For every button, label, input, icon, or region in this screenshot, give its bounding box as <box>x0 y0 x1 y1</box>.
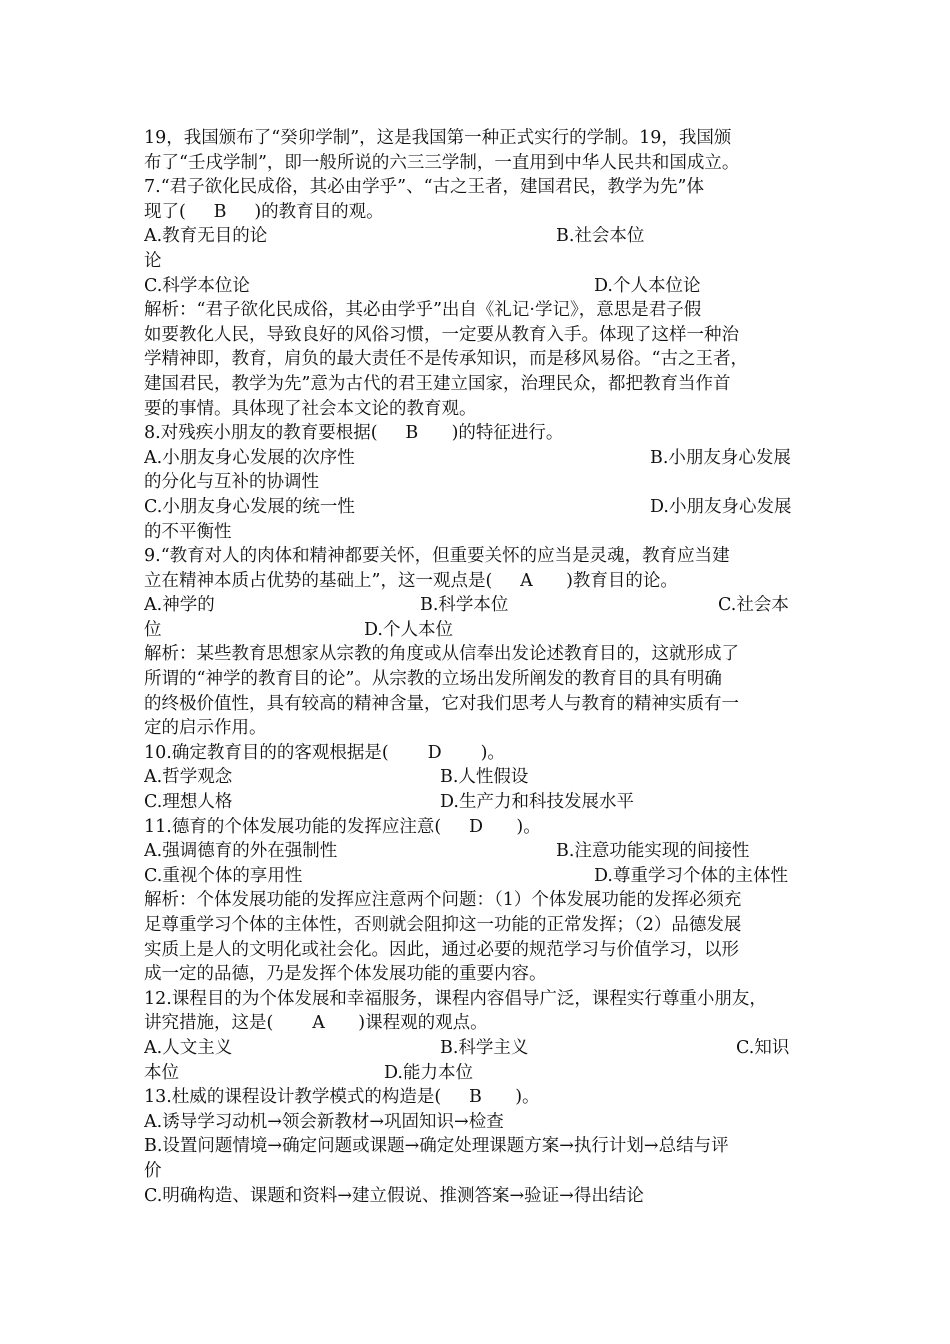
question-7-options-row <box>144 274 824 299</box>
option-c-cont: 本位 <box>144 1062 179 1083</box>
question-9-stem: 9.“教育对人的肉体和精神都要关怀，但重要关怀的应当是灵魂，教育应当建 <box>144 546 730 567</box>
question-10-stem: 10.确定教育目的的客观根据是( D )。 <box>144 742 505 763</box>
analysis-line: 解析：“君子欲化民成俗，其必由学乎”出自《礼记·学记》，意思是君子假 <box>144 300 702 321</box>
option-d: D.能力本位 <box>384 1062 473 1083</box>
text-line: 布了“壬戌学制”，即一般所说的六三三学制，一直用到中华人民共和国成立。 <box>144 152 740 173</box>
question-9-options-row <box>144 593 824 618</box>
question-8-options-row <box>144 495 824 520</box>
question-11-options-row <box>144 839 824 864</box>
question-12-options-row <box>144 1061 824 1086</box>
analysis-line: 所谓的“神学的教育目的论”。从宗教的立场出发所阐发的教育目的具有明确 <box>144 669 722 690</box>
text-line: 论 <box>144 250 162 271</box>
option-a: A.神学的 <box>144 595 215 616</box>
option-a: A.人文主义 <box>144 1037 233 1058</box>
question-12-stem: 12.课程目的为个体发展和幸福服务，课程内容倡导广泛，课程实行尊重小朋友， <box>144 988 767 1009</box>
option-a: A.强调德育的外在强制性 <box>144 841 338 862</box>
option-b: B.注意功能实现的间接性 <box>556 841 750 862</box>
option-d: D.生产力和科技发展水平 <box>440 792 634 813</box>
option-b: B.人性假设 <box>440 767 529 788</box>
option-c: C.理想人格 <box>144 792 233 813</box>
option-c-cont: 位 <box>144 619 162 640</box>
option-c: C.明确构造、课题和资料→建立假说、推测答案→验证→得出结论 <box>144 1185 644 1206</box>
option-c: C.社会本 <box>718 595 789 616</box>
option-b: B.社会本位 <box>556 226 645 247</box>
question-7-stem: 现了( B )的教育目的观。 <box>144 201 384 222</box>
option-a: A.哲学观念 <box>144 767 233 788</box>
document-page <box>144 126 824 1208</box>
question-8-options-row <box>144 446 824 471</box>
option-a: A.小朋友身心发展的次序性 <box>144 447 355 468</box>
question-12-options-row <box>144 1036 824 1061</box>
option-c: C.知识 <box>736 1037 790 1058</box>
text-line: 的分化与互补的协调性 <box>144 472 319 493</box>
analysis-line: 解析：某些教育思想家从宗教的角度或从信奉出发论述教育目的，这就形成了 <box>144 644 739 665</box>
option-b: B.科学本位 <box>420 595 509 616</box>
question-12-stem: 讲究措施，这是( A )课程观的观点。 <box>144 1013 488 1034</box>
question-11-options-row <box>144 864 824 889</box>
text-line: 的不平衡性 <box>144 521 232 542</box>
analysis-line: 建国君民，教学为先”意为古代的君王建立国家，治理民众，都把教育当作首 <box>144 373 731 394</box>
analysis-line: 解析：个体发展功能的发挥应注意两个问题：（1）个体发展功能的发挥必须充 <box>144 890 742 911</box>
question-10-options-row <box>144 765 824 790</box>
option-d: D.个人本位 <box>364 619 453 640</box>
option-d: D.尊重学习个体的主体性 <box>594 865 788 886</box>
analysis-line: 定的启示作用。 <box>144 718 267 739</box>
option-b: B.设置问题情境→确定问题或课题→确定处理课题方案→执行计划→总结与评 <box>144 1136 729 1157</box>
option-b: B.科学主义 <box>440 1037 529 1058</box>
analysis-line: 实质上是人的文明化或社会化。因此，通过必要的规范学习与价值学习，以形 <box>144 939 739 960</box>
question-10-options-row <box>144 790 824 815</box>
option-c: C.小朋友身心发展的统一性 <box>144 496 355 517</box>
text-line: 19，我国颁布了“癸卯学制”，这是我国第一种正式实行的学制。19，我国颁 <box>144 128 732 148</box>
text-line: 价 <box>144 1160 162 1181</box>
question-7-stem: 7.“君子欲化民成俗，其必由学乎”、“古之王者，建国君民，教学为先”体 <box>144 177 704 198</box>
option-d: D.小朋友身心发展 <box>650 496 792 517</box>
question-11-stem: 11.德育的个体发展功能的发挥应注意( D )。 <box>144 816 541 837</box>
analysis-line: 成一定的品德，乃是发挥个体发展功能的重要内容。 <box>144 964 547 985</box>
question-8-stem: 8.对残疾小朋友的教育要根据( B )的特征进行。 <box>144 423 564 444</box>
option-a: A.诱导学习动机→领会新教材→巩固知识→检查 <box>144 1111 504 1132</box>
analysis-line: 的终极价值性，具有较高的精神含量，它对我们思考人与教育的精神实质有一 <box>144 693 739 714</box>
option-c: C.科学本位论 <box>144 275 250 296</box>
analysis-line: 学精神即，教育，肩负的最大责任不是传承知识，而是移风易俗。“古之王者， <box>144 349 748 370</box>
analysis-line: 如要教化人民，导致良好的风俗习惯，一定要从教育入手。体现了这样一种治 <box>144 324 739 345</box>
option-b: B.小朋友身心发展 <box>650 447 791 468</box>
option-d: D.个人本位论 <box>594 275 701 296</box>
question-9-stem: 立在精神本质占优势的基础上”，这一观点是( A )教育目的论。 <box>144 570 678 591</box>
question-9-options-row <box>144 618 824 643</box>
question-13-stem: 13.杜威的课程设计教学模式的构造是( B )。 <box>144 1087 540 1108</box>
question-7-options-row <box>144 224 824 249</box>
analysis-line: 要的事情。具体现了社会本文论的教育观。 <box>144 398 477 419</box>
analysis-line: 足尊重学习个体的主体性，否则就会阻抑这一功能的正常发挥；（2）品德发展 <box>144 915 742 935</box>
option-a: A.教育无目的论 <box>144 226 268 247</box>
option-c: C.重视个体的享用性 <box>144 865 303 886</box>
